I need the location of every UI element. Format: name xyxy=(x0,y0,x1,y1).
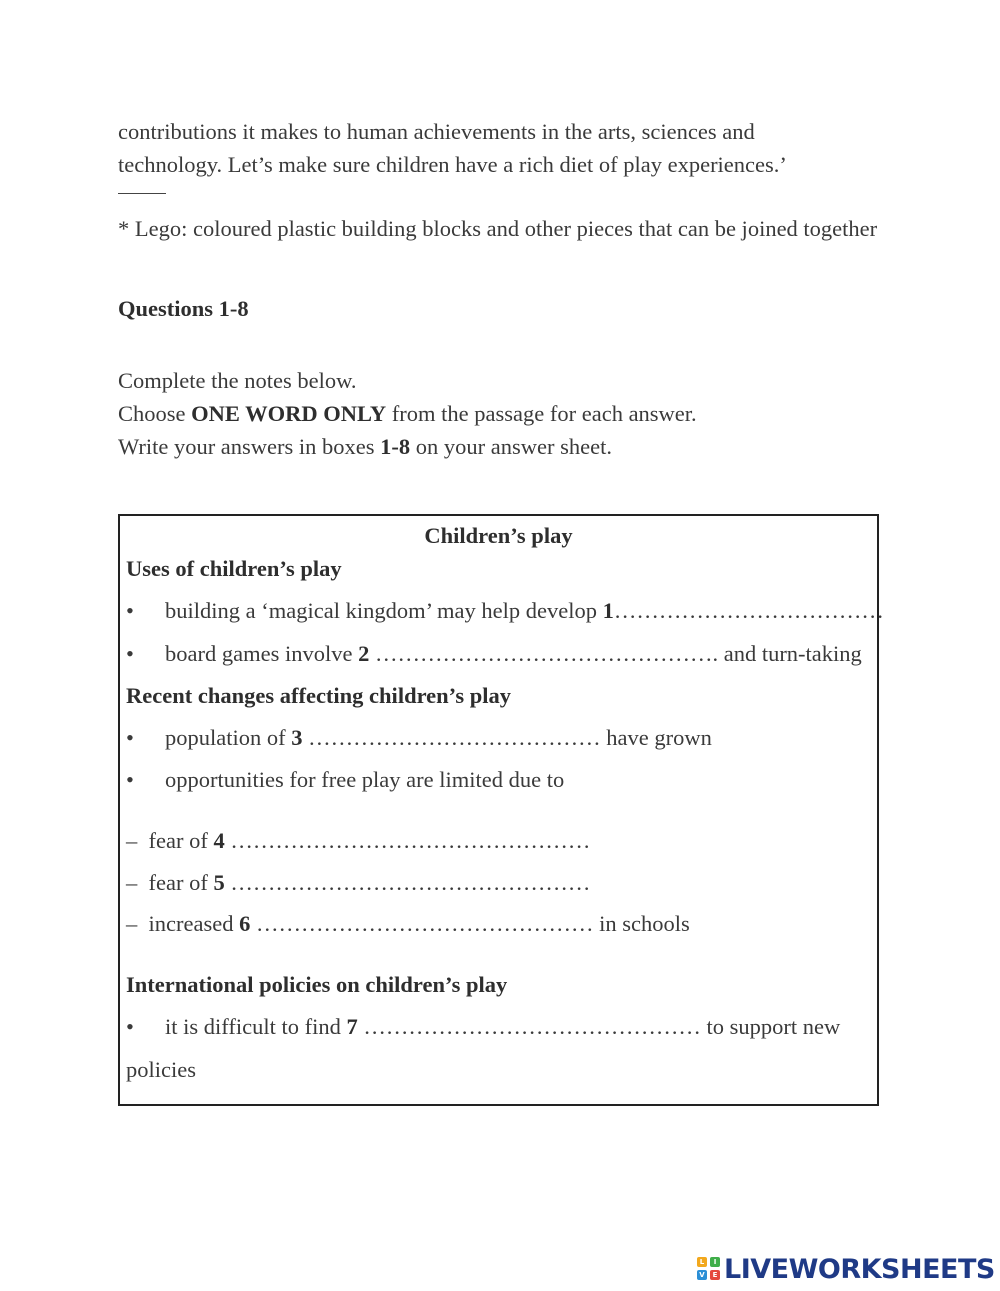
liveworksheets-logo-icon xyxy=(697,1257,721,1281)
note-item-4: • opportunities for free play are limited due to xyxy=(126,767,565,792)
note-dash-5: – fear of 5 ………………………………………… xyxy=(126,870,591,895)
instruction-3: Write your answers in boxes 1-8 on your answer sheet. xyxy=(118,434,612,459)
footnote: * Lego: coloured plastic building blocks and other pieces that can be joined together xyxy=(118,216,878,241)
questions-heading: Questions 1-8 xyxy=(118,296,249,321)
section-recent-changes: Recent changes affecting children’s play xyxy=(126,683,511,708)
note-item-1: • building a ‘magical kingdom’ may help develop 1……………………………… xyxy=(126,598,884,623)
note-dash-4: – fear of 4 ………………………………………… xyxy=(126,828,591,853)
note-item-7-continued: policies xyxy=(126,1057,196,1082)
instruction-2: Choose ONE WORD ONLY from the passage for each answer. xyxy=(118,401,697,426)
logo-tile-v: V xyxy=(697,1270,707,1280)
note-dash-6: – increased 6 ……………………………………… in schools xyxy=(126,911,690,936)
logo-tile-e: E xyxy=(710,1270,720,1280)
instruction-1: Complete the notes below. xyxy=(118,368,357,393)
logo-tile-i: I xyxy=(710,1257,720,1267)
answer-blank-7[interactable]: ……………………………………… xyxy=(357,1014,701,1039)
liveworksheets-logo xyxy=(697,1254,995,1284)
footnote-separator xyxy=(118,193,166,194)
answer-blank-6[interactable]: ……………………………………… xyxy=(250,911,594,936)
note-item-3: • population of 3 ………………………………… have grown xyxy=(126,725,712,750)
section-international: International policies on children’s play xyxy=(126,972,508,997)
passage-line-1: contributions it makes to human achievements in the arts, sciences and xyxy=(118,119,755,144)
logo-wordmark: LIVEWORKSHEETS xyxy=(724,1253,995,1285)
notes-title: Children’s play xyxy=(424,523,573,548)
answer-blank-2[interactable]: ………………………………………. xyxy=(369,641,719,666)
passage-line-2: technology. Let’s make sure children have a rich diet of play experiences.’ xyxy=(118,152,787,177)
logo-tile-l: L xyxy=(697,1257,707,1267)
answer-blank-3[interactable]: ………………………………… xyxy=(302,725,601,750)
section-uses: Uses of children’s play xyxy=(126,556,342,581)
answer-blank-1[interactable]: ……………………………… xyxy=(613,598,884,623)
note-item-2: • board games involve 2 ………………………………………. and turn-taking xyxy=(126,641,862,666)
note-item-7: • it is difficult to find 7 ……………………………………… to support new xyxy=(126,1014,841,1039)
answer-blank-5[interactable]: ………………………………………… xyxy=(224,870,591,895)
answer-blank-4[interactable]: ………………………………………… xyxy=(224,828,591,853)
